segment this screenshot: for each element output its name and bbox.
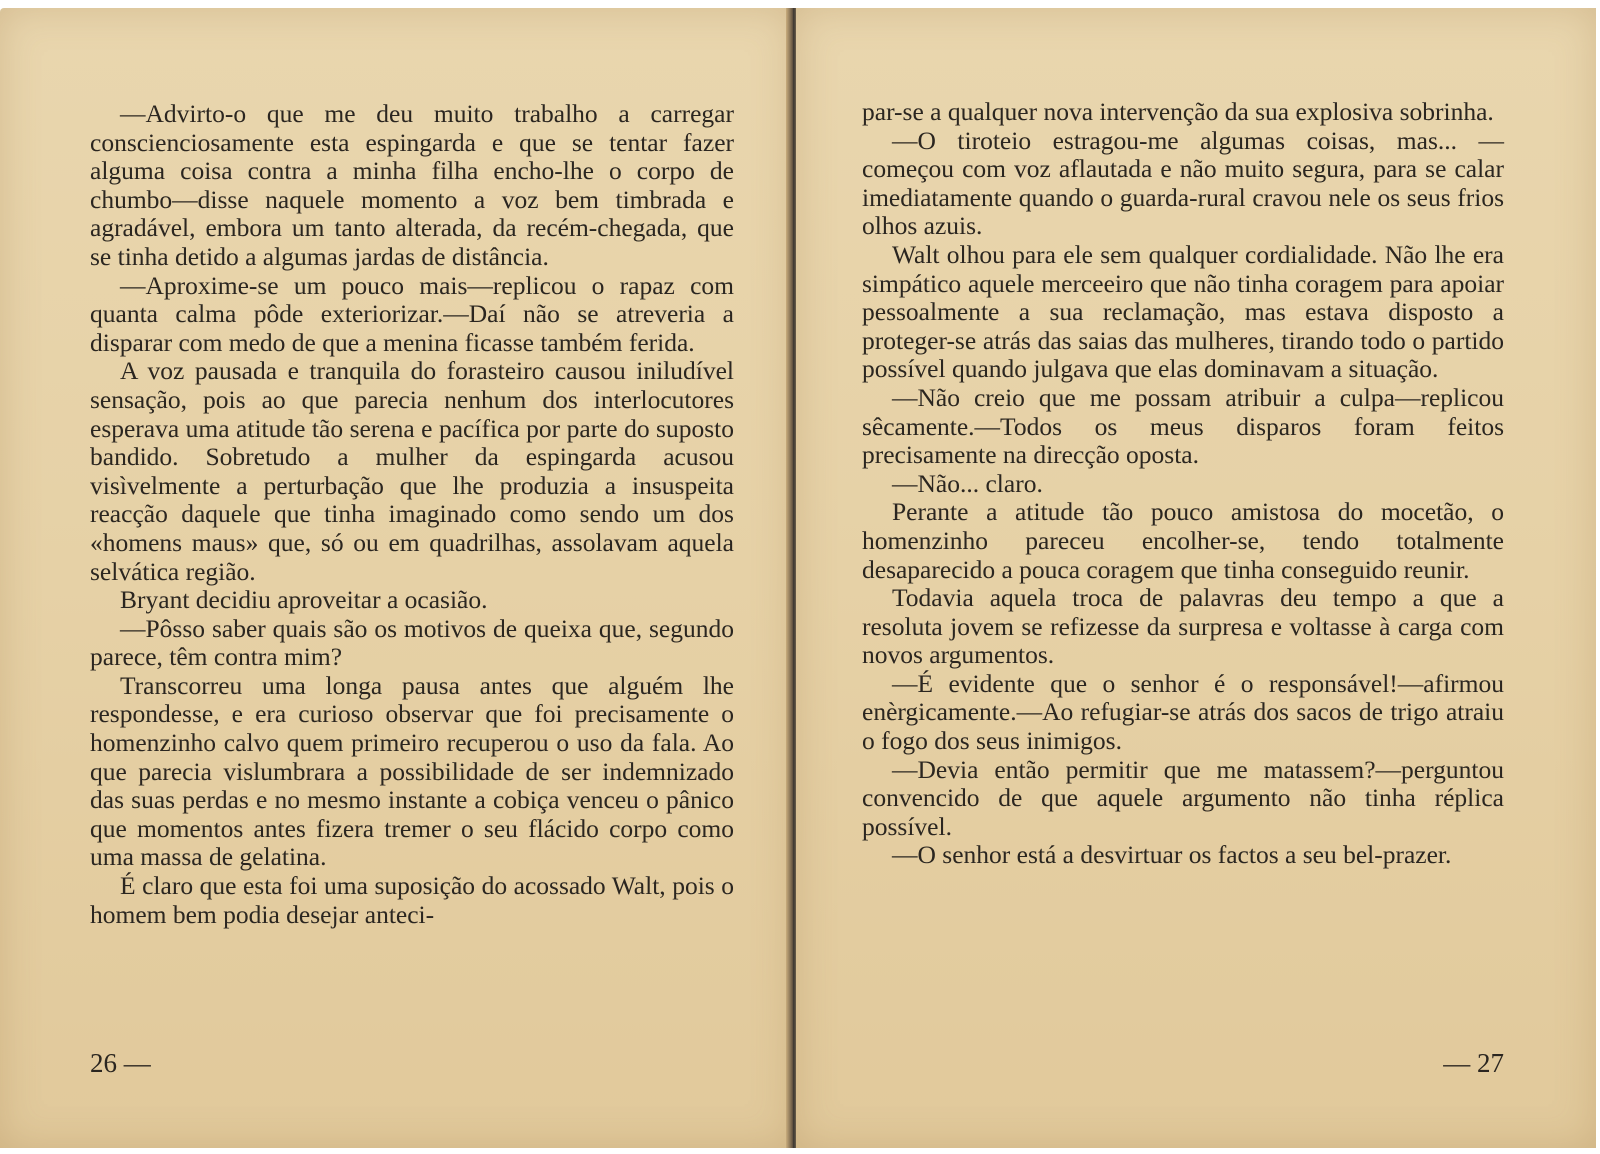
paragraph: Walt olhou para ele sem qualquer cordialidade. Não lhe era simpático aquele merceeiro que não tinha coragem para apoiar pessoalmente a sua reclamação, mas estava disposto a proteger-se atrás das saias das mulheres, tirando todo o partido possível quando julgava que elas dominavam a situação. [862,239,1504,384]
paragraph: —O senhor está a desvirtuar os factos a seu bel-prazer. [892,840,1452,870]
paragraph: —Não... claro. [892,468,1043,498]
paragraph: Transcorreu uma longa pausa antes que alguém lhe respondesse, e era curioso observar que foi precisamente o homenzinho calvo quem primeiro recuperou o uso da fala. Ao que parecia vislumbrara a possibilidade de ser indemnizado das suas perdas e no mesmo instante a cobiça venceu o pânico que momentos antes fizera tremer o seu flácido corpo como uma massa de gelatina. [90,670,734,872]
page-number-right: — 27 [1443,1048,1504,1078]
paragraph: Todavia aquela troca de palavras deu tempo a que a resoluta jovem se refizesse da surpresa e voltasse à carga com novos argumentos. [862,583,1504,670]
paragraph: par-se a qualquer nova intervenção da sua explosiva sobrinha. [862,97,1494,126]
paragraph: Bryant decidiu aproveitar a ocasião. [120,585,488,615]
right-page-text [862,98,1504,870]
paragraph: É claro que esta foi uma suposição do acossado Walt, pois o homem bem podia desejar anteci- [90,871,734,929]
paragraph: A voz pausada e tranquila do forasteiro causou iniludível sensação, pois ao que parecia nenhum dos interlocutores esperava uma atitude tão serena e pacífica por parte do suposto bandido. Sobretudo a mulher da espingarda acusou visìvelmente a perturbação que lhe produzia a insuspeita reacção daquele que tinha imaginado como sendo um dos «homens maus» que, só ou em quadrilhas, assolavam aquela selvática região. [90,356,734,586]
right-page [796,8,1596,1148]
page-number-left: 26 — [90,1048,151,1078]
paragraph: —Aproxime-se um pouco mais—replicou o rapaz com quanta calma pôde exteriorizar.—Daí não se atreveria a disparar com medo de que a menina ficasse também ferida. [90,270,734,357]
paragraph: —O tiroteio estragou-me algumas coisas, mas... —começou com voz aflautada e não muito segura, para se calar imediatamente quando o guarda-rural cravou nele os seus frios olhos azuis. [862,125,1504,241]
left-page-text [90,100,734,929]
paragraph: —Devia então permitir que me matassem?—perguntou convencido de que aquele argumento não tinha réplica possível. [862,754,1504,841]
paragraph: Perante a atitude tão pouco amistosa do mocetão, o homenzinho pareceu encolher-se, tendo totalmente desaparecido a pouca coragem que tinha conseguido reunir. [862,497,1504,584]
paragraph: —É evidente que o senhor é o responsável!—afirmou enèrgicamente.—Ao refugiar-se atrás dos sacos de trigo atraiu o fogo dos seus inimigos. [862,668,1504,756]
paragraph: —Não creio que me possam atribuir a culpa—replicou sêcamente.—Todos os meus disparos foram feitos precisamente na direcção oposta. [862,382,1504,470]
left-page [0,8,792,1148]
paragraph: —Pôsso saber quais são os motivos de queixa que, segundo parece, têm contra mim? [90,613,734,672]
paragraph: —Advirto-o que me deu muito trabalho a carregar conscienciosamente esta espingarda e que se tentar fazer alguma coisa contra a minha filha encho-lhe o corpo de chumbo—disse naquele momento a voz bem timbrada e agradável, embora um tanto alterada, da recém-chegada, que se tinha detido a algumas jardas de distância. [90,99,734,271]
